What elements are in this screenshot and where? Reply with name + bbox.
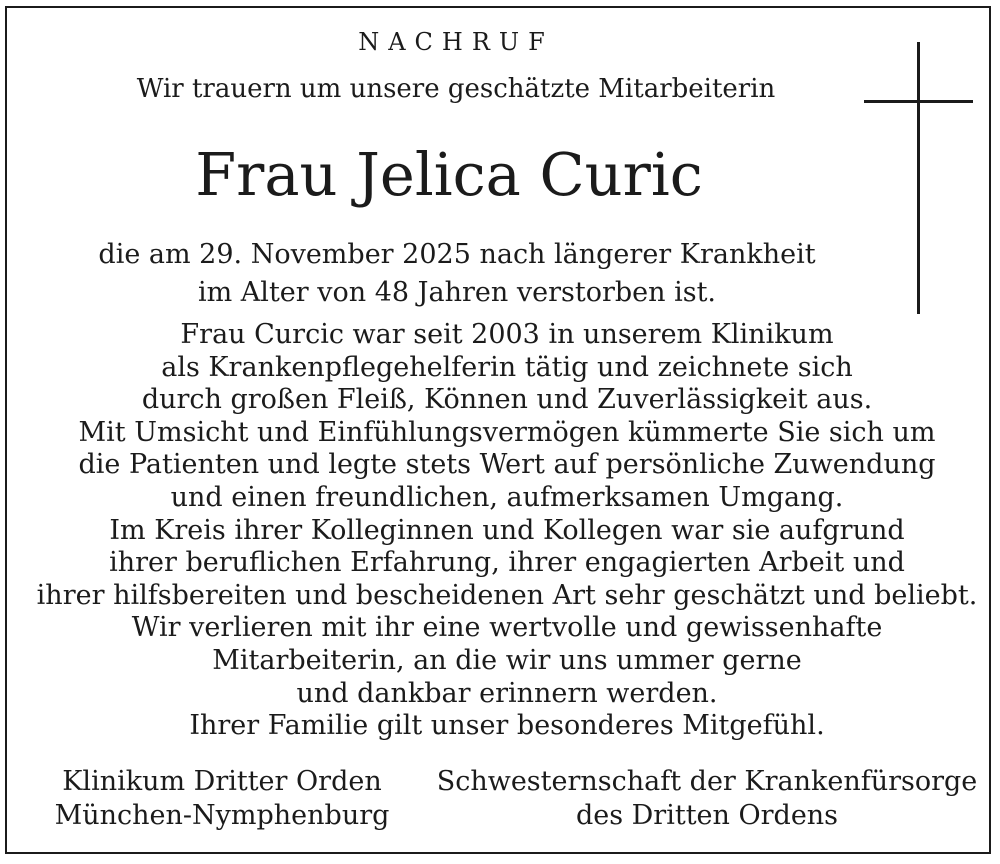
obituary-heading: NACHRUF bbox=[358, 28, 554, 56]
tribute-text bbox=[7, 319, 1000, 743]
cross-horizontal-bar bbox=[864, 100, 973, 103]
death-info bbox=[7, 236, 907, 312]
tribute-line: durch großen Fleiß, Können und Zuverlässigkeit aus. bbox=[141, 384, 873, 416]
tribute-line: als Krankenpflegehelferin tätig und zeichnete sich bbox=[161, 351, 853, 383]
tribute-line: ihrer hilfsbereiten und bescheidenen Art sehr geschätzt und beliebt. bbox=[36, 579, 978, 611]
tribute-line: Frau Curcic war seit 2003 in unserem Klinikum bbox=[180, 319, 834, 350]
deceased-name: Frau Jelica Curic bbox=[195, 140, 703, 209]
tribute-line: und einen freundlichen, aufmerksamen Umgang. bbox=[170, 481, 844, 513]
tribute-line: Mitarbeiterin, an die wir uns ummer gerne bbox=[212, 644, 802, 676]
tribute-line: ihrer beruflichen Erfahrung, ihrer engagierten Arbeit und bbox=[109, 547, 905, 579]
signatory-clinic bbox=[37, 765, 407, 833]
signatory-line: des Dritten Ordens bbox=[575, 800, 839, 831]
tribute-line: Mit Umsicht und Einfühlungsvermögen kümmerte Sie sich um bbox=[78, 416, 936, 448]
tribute-line: Wir verlieren mit ihr eine wertvolle und gewissenhafte bbox=[131, 612, 883, 644]
signatory-line: Klinikum Dritter Orden bbox=[62, 766, 382, 797]
obituary-frame bbox=[5, 6, 991, 854]
signatory-line: München-Nymphenburg bbox=[54, 800, 390, 831]
cross-vertical-bar bbox=[917, 42, 920, 314]
signatory-line: Schwesternschaft der Krankenfürsorge bbox=[436, 766, 978, 797]
tribute-line: Ihrer Familie gilt unser besonderes Mitgefühl. bbox=[189, 710, 825, 742]
tribute-line: Im Kreis ihrer Kolleginnen und Kollegen war sie aufgrund bbox=[109, 514, 905, 546]
intro-text: Wir trauern um unsere geschätzte Mitarbeiterin bbox=[136, 74, 776, 104]
tribute-line: die Patienten und legte stets Wert auf persönliche Zuwendung bbox=[78, 449, 936, 481]
tribute-line: und dankbar erinnern werden. bbox=[296, 677, 718, 709]
death-info-line: die am 29. November 2025 nach längerer Krankheit bbox=[98, 239, 816, 270]
signatory-sisterhood bbox=[432, 765, 982, 833]
death-info-line: im Alter von 48 Jahren verstorben ist. bbox=[197, 277, 717, 308]
